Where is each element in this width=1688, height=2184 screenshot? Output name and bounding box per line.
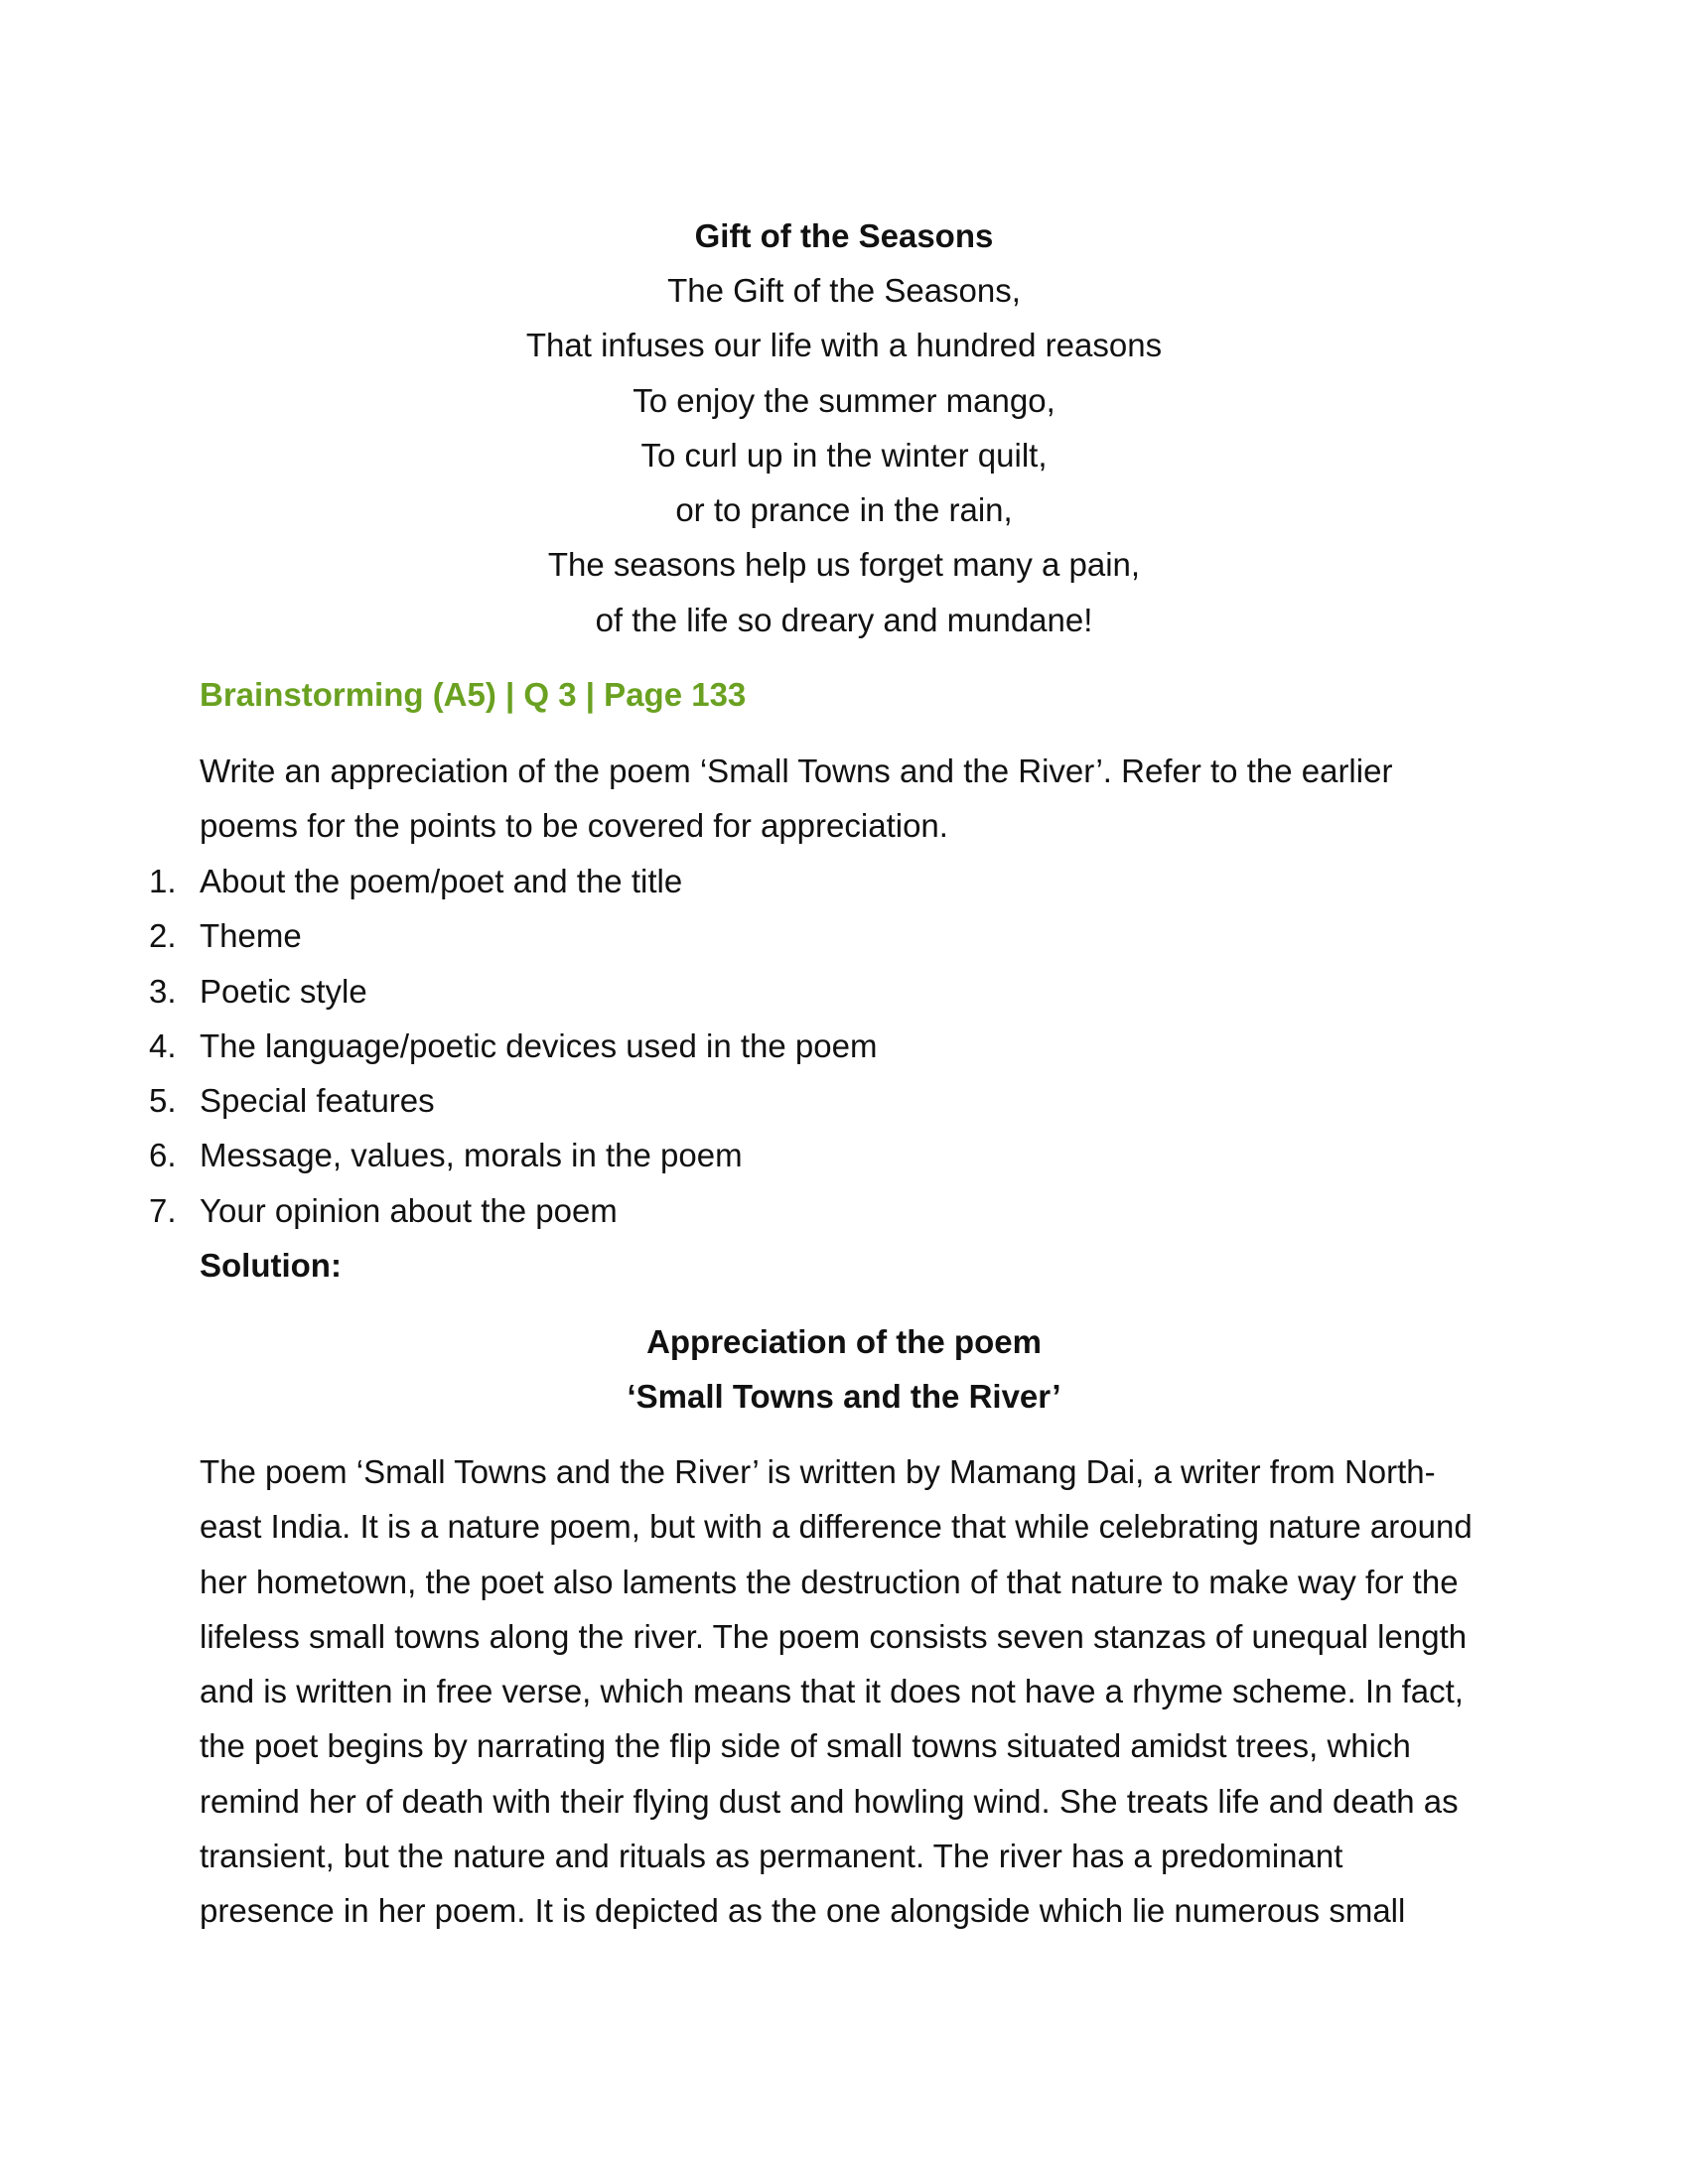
list-number: 4. <box>149 1026 177 1064</box>
poem-line: To curl up in the winter quilt, <box>640 436 1048 474</box>
poem-line: of the life so dreary and mundane! <box>595 601 1093 638</box>
list-text: The language/poetic devices used in the poem <box>200 1026 878 1064</box>
poem-line: The seasons help us forget many a pain, <box>547 546 1141 584</box>
list-number: 2. <box>149 917 177 955</box>
poem-line: That infuses our life with a hundred reasons <box>525 327 1163 364</box>
list-item <box>0 1019 1688 1073</box>
list-text: Message, values, morals in the poem <box>200 1137 743 1174</box>
appreciation-body <box>200 1444 1490 1939</box>
body-line: her hometown, the poet also laments the destruction of that nature to make way for the <box>200 1563 1459 1600</box>
list-number: 3. <box>149 972 177 1010</box>
poem-block <box>0 208 1688 647</box>
list-item <box>0 908 1688 963</box>
body-line: east India. It is a nature poem, but with a difference that while celebrating nature around <box>200 1508 1473 1546</box>
poem-line: To enjoy the summer mango, <box>633 381 1055 419</box>
poem-line: or to prance in the rain, <box>675 491 1013 529</box>
list-number: 5. <box>149 1082 177 1120</box>
appreciation-heading-line: Appreciation of the poem <box>646 1323 1042 1360</box>
list-text: Theme <box>200 917 302 955</box>
question-line: Write an appreciation of the poem ‘Small Towns and the River’. Refer to the earlier <box>200 752 1393 789</box>
body-line: presence in her poem. It is depicted as the one alongside which lie numerous small <box>200 1892 1406 1930</box>
body-line: The poem ‘Small Towns and the River’ is written by Mamang Dai, a writer from North- <box>200 1453 1436 1490</box>
poem-title: Gift of the Seasons <box>694 217 994 254</box>
body-line: lifeless small towns along the river. The poem consists seven stanzas of unequal length <box>200 1617 1468 1655</box>
list-text: Your opinion about the poem <box>200 1191 618 1229</box>
list-text: About the poem/poet and the title <box>200 863 683 899</box>
appreciation-heading-line: ‘Small Towns and the River’ <box>627 1378 1061 1416</box>
list-number: 1. <box>149 863 177 899</box>
body-line: the poet begins by narrating the flip side of small towns situated amidst trees, which <box>200 1727 1411 1765</box>
list-item <box>0 1183 1688 1238</box>
appreciation-points-list <box>0 854 1688 1238</box>
question-text <box>200 744 1490 854</box>
list-item <box>0 964 1688 1019</box>
list-item <box>0 854 1688 908</box>
list-item <box>0 1128 1688 1182</box>
body-line: and is written in free verse, which means that it does not have a rhyme scheme. In fact, <box>200 1673 1464 1710</box>
list-number: 6. <box>149 1137 177 1174</box>
list-text: Special features <box>200 1082 435 1120</box>
appreciation-heading <box>0 1314 1688 1425</box>
section-heading: Brainstorming (A5) | Q 3 | Page 133 <box>200 676 747 713</box>
body-line: transient, but the nature and rituals as permanent. The river has a predominant <box>200 1838 1343 1875</box>
body-line: remind her of death with their flying dust and howling wind. She treats life and death as <box>200 1782 1459 1820</box>
list-text: Poetic style <box>200 972 367 1010</box>
poem-line: The Gift of the Seasons, <box>667 272 1021 309</box>
question-line: poems for the points to be covered for appreciation. <box>200 807 948 845</box>
solution-label: Solution: <box>200 1247 342 1284</box>
list-item <box>0 1073 1688 1128</box>
list-number: 7. <box>149 1191 177 1229</box>
